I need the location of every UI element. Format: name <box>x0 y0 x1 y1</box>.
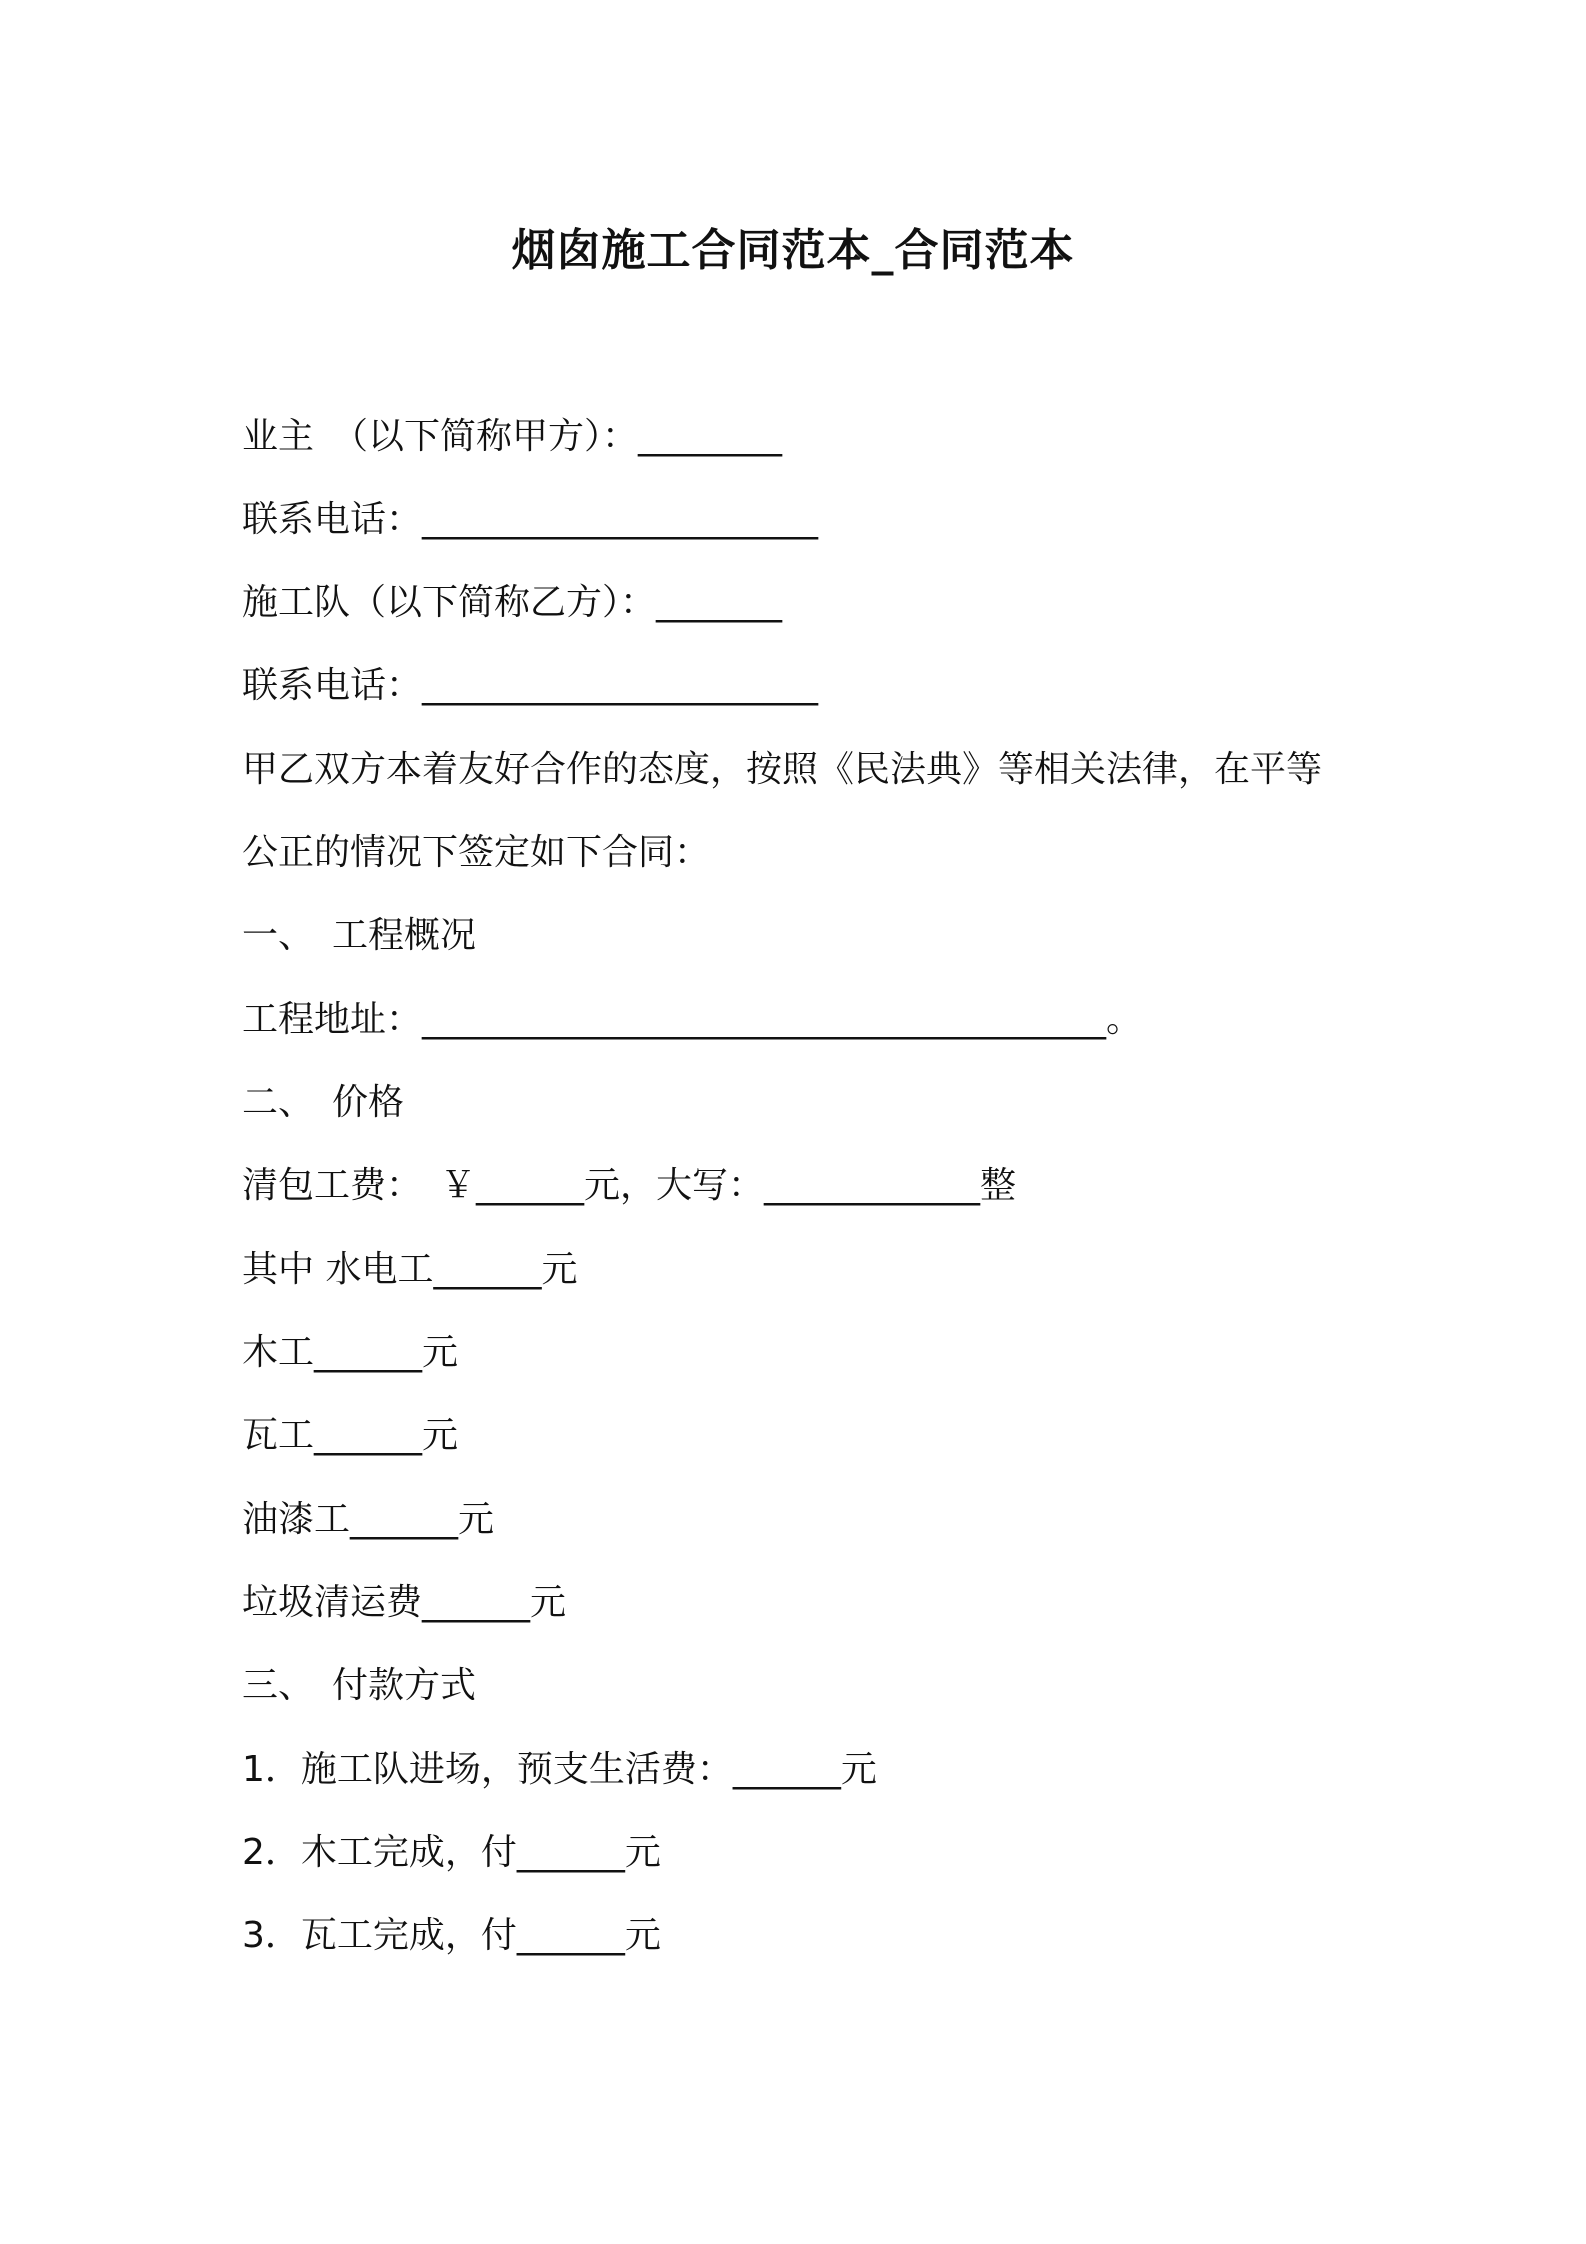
labor-fee-line: 清包工费： ￥______元，大写：____________整 <box>242 1165 1017 1206</box>
document-title: 烟囱施工合同范本_合同范本 <box>511 225 1075 276</box>
painting-line: 油漆工______元 <box>242 1499 495 1540</box>
party-a-phone-line: 联系电话：______________________ <box>242 499 819 540</box>
waste-removal-line: 垃圾清运费______元 <box>242 1582 567 1623</box>
payment-item-2: 2．木工完成，付______元 <box>242 1832 661 1873</box>
plumbing-electrical-line: 其中 水电工______元 <box>242 1249 578 1290</box>
party-a-line: 业主 （以下简称甲方）：________ <box>242 416 783 457</box>
section-heading-2: 二、 价格 <box>242 1082 405 1123</box>
payment-item-1: 1．施工队进场，预支生活费：______元 <box>242 1749 877 1790</box>
party-b-line: 施工队（以下简称乙方）：_______ <box>242 582 783 623</box>
preamble-line-1: 甲乙双方本着友好合作的态度，按照《民法典》等相关法律，在平等 <box>242 749 1323 790</box>
carpentry-line: 木工______元 <box>242 1332 459 1373</box>
project-address-line: 工程地址：______________________________________。 <box>242 999 1143 1040</box>
preamble-line-2: 公正的情况下签定如下合同： <box>242 832 711 873</box>
party-b-phone-line: 联系电话：______________________ <box>242 665 819 706</box>
masonry-line: 瓦工______元 <box>242 1415 459 1456</box>
payment-item-3: 3．瓦工完成，付______元 <box>242 1915 661 1956</box>
section-heading-1: 一、 工程概况 <box>242 915 477 956</box>
section-heading-3: 三、 付款方式 <box>242 1665 477 1706</box>
